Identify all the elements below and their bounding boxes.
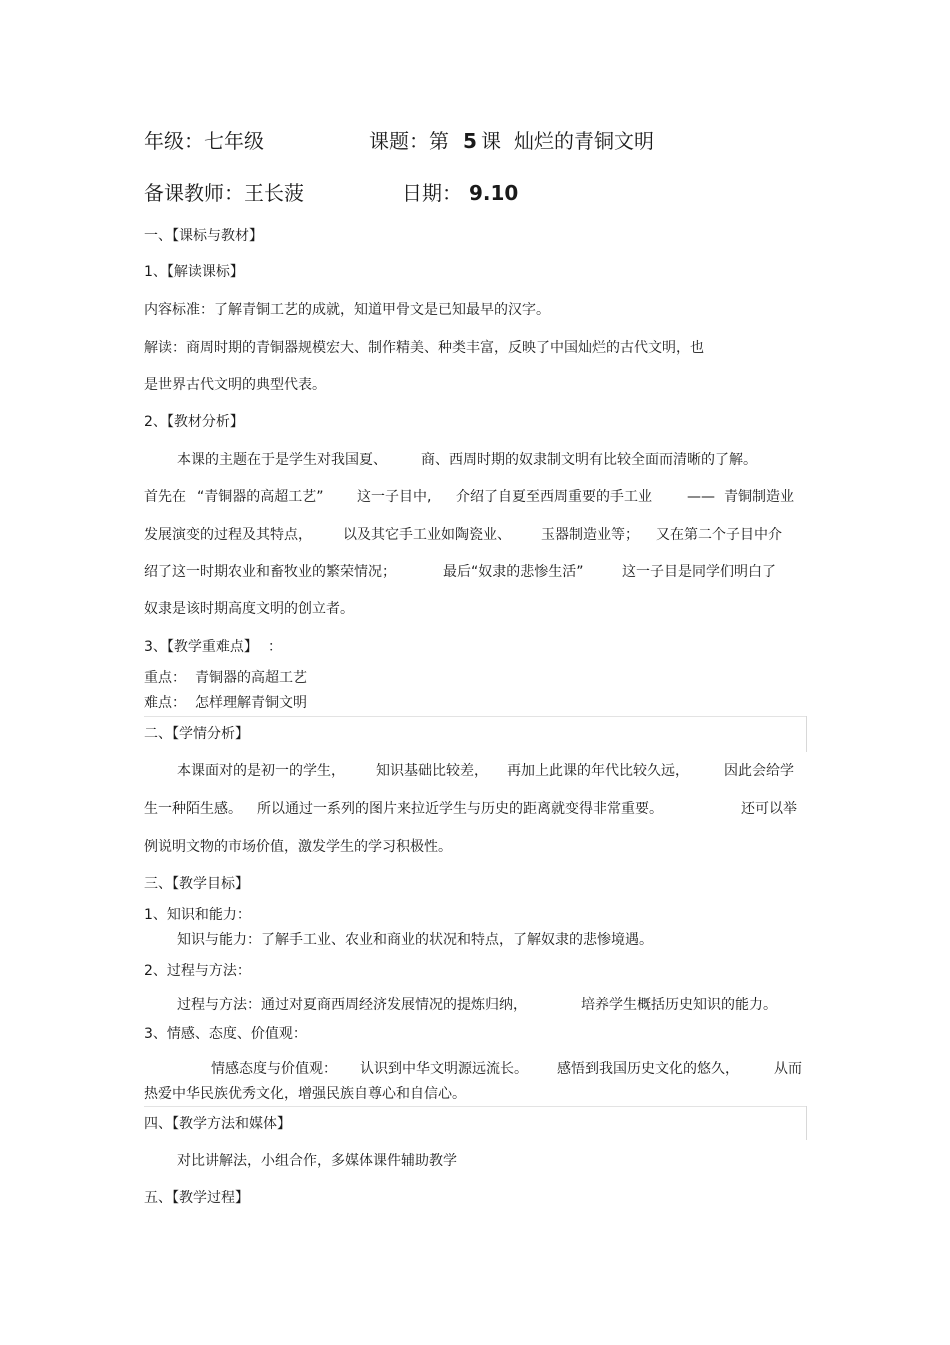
section-4-side-rule xyxy=(806,1106,807,1140)
teaching-method-text: 对比讲解法，小组合作，多媒体课件辅助教学 xyxy=(177,1153,457,1169)
textbook-analysis-line-1b: 商、西周时期的奴隶制文明有比较全面而清晰的了解。 xyxy=(421,452,757,468)
student-analysis-line-1a: 本课面对的是初一的学生， xyxy=(177,763,345,779)
date-label: 日期： xyxy=(402,181,462,205)
key-point-label: 重点： xyxy=(144,670,186,686)
section-5-heading: 五、【教学过程】 xyxy=(144,1190,249,1206)
section-1-3-colon: ： xyxy=(268,639,282,655)
difficult-point-value: 怎样理解青铜文明 xyxy=(195,695,307,711)
section-1-2-heading: 2、【教材分析】 xyxy=(144,414,244,430)
textbook-analysis-line-4c: 这一子目是同学们明白了 xyxy=(622,564,776,580)
date-value: 9.10 xyxy=(469,181,519,205)
textbook-analysis-line-3c: 玉器制造业等； xyxy=(541,527,639,543)
textbook-analysis-line-3b: 以及其它手工业如陶瓷业、 xyxy=(343,527,511,543)
section-1-3-heading: 3、【教学重难点】 xyxy=(144,639,258,655)
section-3-1-heading: 1、知识和能力： xyxy=(144,907,251,923)
student-analysis-line-2b: 所以通过一系列的图片来拉近学生与历史的距离就变得非常重要。 xyxy=(257,801,663,817)
student-analysis-line-2a: 生一种陌生感。 xyxy=(144,801,242,817)
student-analysis-line-2c: 还可以举 xyxy=(741,801,797,817)
content-standard: 内容标准：了解青铜工艺的成就，知道甲骨文是已知最早的汉字。 xyxy=(144,302,550,318)
attitude-text-c: 感悟到我国历史文化的悠久， xyxy=(557,1061,739,1077)
attitude-text-a: 情感态度与价值观： xyxy=(211,1061,337,1077)
section-3-2-heading: 2、过程与方法： xyxy=(144,963,251,979)
topic-prefix: 课题：第 xyxy=(369,129,449,153)
section-3-heading: 三、【教学目标】 xyxy=(144,876,249,892)
section-2-heading: 二、【学情分析】 xyxy=(144,726,249,742)
teacher-label: 备课教师：王长菠 xyxy=(144,181,304,205)
textbook-analysis-line-5: 奴隶是该时期高度文明的创立者。 xyxy=(144,601,354,617)
student-analysis-line-3: 例说明文物的市场价值，激发学生的学习积极性。 xyxy=(144,839,452,855)
section-3-3-heading: 3、情感、态度、价值观： xyxy=(144,1026,307,1042)
textbook-analysis-line-4b: 最后“奴隶的悲惨生活” xyxy=(443,564,584,580)
section-1-heading: 一、【课标与教材】 xyxy=(144,228,263,244)
section-2-side-rule xyxy=(806,716,807,752)
knowledge-ability-text: 知识与能力：了解手工业、农业和商业的状况和特点，了解奴隶的悲惨境遇。 xyxy=(177,932,653,948)
textbook-analysis-line-2e: —— xyxy=(687,489,715,505)
textbook-analysis-line-2b: “青铜器的高超工艺” xyxy=(197,489,324,505)
process-method-text-b: 培养学生概括历史知识的能力。 xyxy=(581,997,777,1013)
interpretation-line-2: 是世界古代文明的典型代表。 xyxy=(144,377,326,393)
student-analysis-line-1c: 再加上此课的年代比较久远， xyxy=(507,763,689,779)
textbook-analysis-line-3d: 又在第二个子目中介 xyxy=(656,527,782,543)
textbook-analysis-line-2f: 青铜制造业 xyxy=(724,489,794,505)
textbook-analysis-line-3a: 发展演变的过程及其特点， xyxy=(144,527,312,543)
textbook-analysis-line-2d: 介绍了自夏至西周重要的手工业 xyxy=(456,489,652,505)
difficult-point-label: 难点： xyxy=(144,695,186,711)
student-analysis-line-1b: 知识基础比较差， xyxy=(376,763,488,779)
textbook-analysis-line-2a: 首先在 xyxy=(144,489,186,505)
interpretation-line-1: 解读：商周时期的青铜器规模宏大、制作精美、种类丰富，反映了中国灿烂的古代文明，也 xyxy=(144,340,704,356)
textbook-analysis-line-2c: 这一子目中, xyxy=(357,489,432,505)
grade-label: 年级：七年级 xyxy=(144,129,264,153)
key-point-value: 青铜器的高超工艺 xyxy=(195,670,307,686)
textbook-analysis-line-1a: 本课的主题在于是学生对我国夏、 xyxy=(177,452,387,468)
textbook-analysis-line-4a: 绍了这一时期农业和畜牧业的繁荣情况； xyxy=(144,564,396,580)
topic-suffix: 课 xyxy=(481,129,501,153)
attitude-text-line-2: 热爱中华民族优秀文化，增强民族自尊心和自信心。 xyxy=(144,1086,466,1102)
student-analysis-line-1d: 因此会给学 xyxy=(724,763,794,779)
section-4-heading: 四、【教学方法和媒体】 xyxy=(144,1116,291,1132)
lesson-title: 灿烂的青铜文明 xyxy=(514,129,654,153)
section-1-1-heading: 1、【解读课标】 xyxy=(144,264,244,280)
section-4-top-rule xyxy=(144,1106,807,1107)
process-method-text-a: 过程与方法：通过对夏商西周经济发展情况的提炼归纳， xyxy=(177,997,527,1013)
section-2-top-rule xyxy=(144,716,807,717)
attitude-text-b: 认识到中华文明源远流长。 xyxy=(360,1061,528,1077)
attitude-text-d: 从而 xyxy=(774,1061,802,1077)
lesson-number: 5 xyxy=(463,129,477,153)
